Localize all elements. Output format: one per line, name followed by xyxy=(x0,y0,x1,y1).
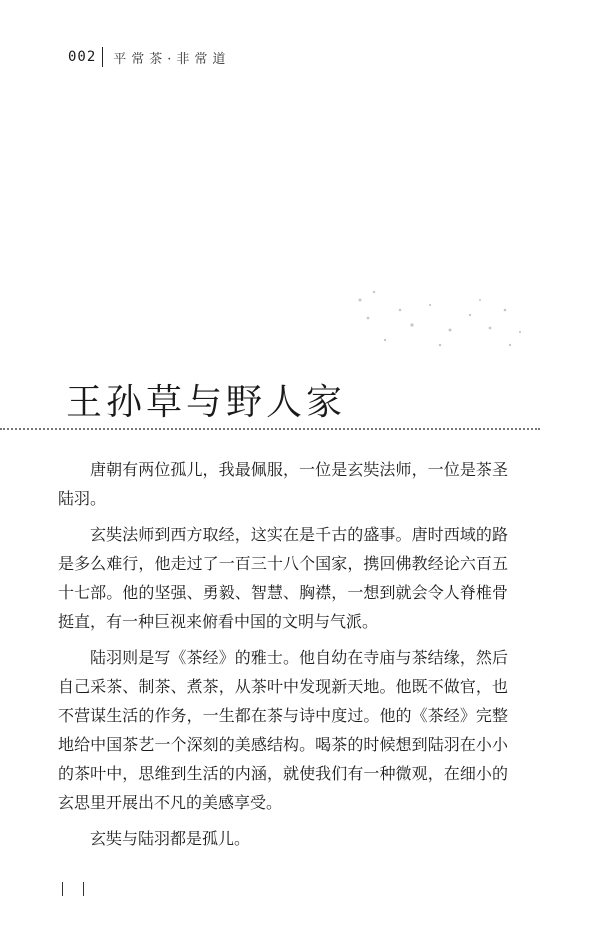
running-header xyxy=(68,46,230,68)
paragraph: 玄奘与陆羽都是孤儿。 xyxy=(90,829,251,848)
footer-marks xyxy=(62,882,84,896)
body-text xyxy=(58,455,508,860)
paragraph: 唐朝有两位孤儿，我最佩服，一位是玄奘法师，一位是茶圣陆羽。 xyxy=(58,460,508,508)
footer-tick xyxy=(83,882,84,896)
paragraph: 玄奘法师到西方取经，这实在是千古的盛事。唐时西域的路是多么难行，他走过了一百三十八个国家，携回佛教经论六百五十七部。他的坚强、勇毅、智慧、胸襟，一想到就会令人脊椎骨挺直，有一种巨视来俯看中国的文明与气派。 xyxy=(58,525,508,631)
running-title: 平常茶·非常道 xyxy=(113,51,231,67)
header-divider xyxy=(102,47,103,67)
chapter-title: 王孙草与野人家 xyxy=(66,382,347,423)
title-dotted-rule xyxy=(0,428,540,430)
footer-tick xyxy=(62,882,63,896)
page-number: 002 xyxy=(68,49,97,65)
paragraph: 陆羽则是写《茶经》的雅士。他自幼在寺庙与茶结缘，然后自己采茶、制茶、煮茶，从茶叶中发现新天地。他既不做官，也不营谋生活的作务，一生都在茶与诗中度过。他的《茶经》完整地给中国茶艺一个深刻的美感结构。喝茶的时候想到陆羽在小小的茶叶中，思维到生活的内涵，就使我们有一种微观，在细小的玄思里开展出不凡的美感享受。 xyxy=(58,648,508,812)
decorative-ink-smudge xyxy=(340,270,540,360)
